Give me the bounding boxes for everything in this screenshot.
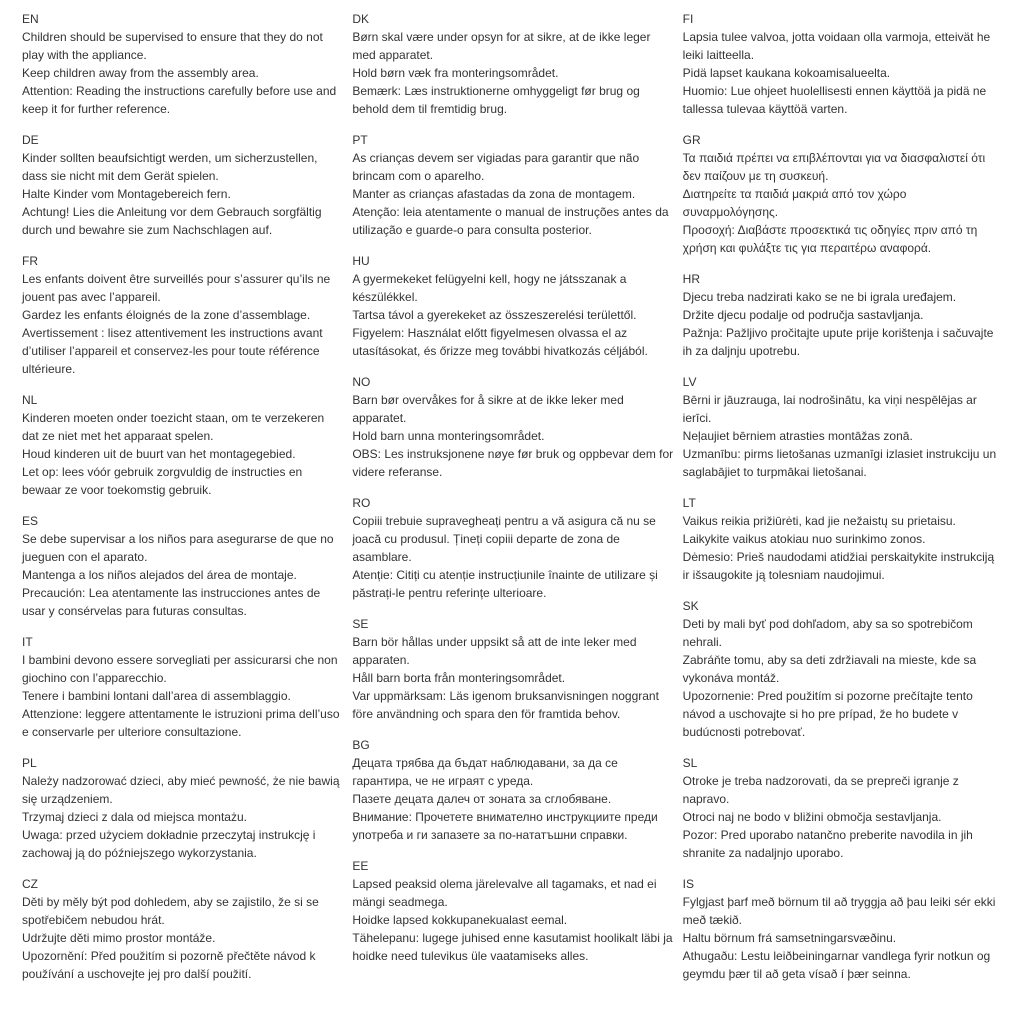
instruction-paragraph: Τα παιδιά πρέπει να επιβλέπονται για να διασφαλιστεί ότι δεν παίζουν με τη συσκευή. <box>682 151 986 183</box>
language-code-heading: DE <box>22 133 39 147</box>
language-code-heading: PT <box>352 133 368 147</box>
language-code-heading: EE <box>352 859 369 873</box>
language-code-heading: EN <box>22 12 39 26</box>
instruction-paragraph: Gardez les enfants éloignés de la zone d’assemblage. <box>22 308 311 322</box>
language-section <box>352 373 673 481</box>
language-code-heading: SE <box>352 617 369 631</box>
instruction-paragraph: Se debe supervisar a los niños para asegurarse de que no jueguen con el aparato. <box>22 532 334 564</box>
instruction-paragraph: Uzmanību: pirms lietošanas uzmanīgi izlasiet instrukciju un saglabājiet to turpmākai lietošanai. <box>682 447 997 479</box>
language-section <box>683 373 1004 481</box>
instruction-paragraph: Dėmesio: Prieš naudodami atidžiai perskaitykite instrukciją ir išsaugokite ją tolesniam naudojimui. <box>682 550 995 582</box>
language-section <box>22 875 343 983</box>
instruction-paragraph: Haltu börnum frá samsetningarsvæðinu. <box>682 931 897 945</box>
language-code-heading: FR <box>22 254 38 268</box>
language-section <box>683 494 1004 584</box>
instruction-paragraph: Copiii trebuie supravegheați pentru a vă asigura că nu se joacă cu produsul. Țineți copiii departe de zona de asamblare. <box>352 514 656 564</box>
instruction-paragraph: Pažnja: Pažljivo pročitajte upute prije korištenja i sačuvajte ih za daljnju upotrebu. <box>682 326 994 358</box>
instruction-paragraph: Otroke je treba nadzorovati, da se prepreči igranje z napravo. <box>682 774 959 806</box>
instruction-paragraph: Børn skal være under opsyn for at sikre, at de ikke leger med apparatet. <box>352 30 651 62</box>
language-section <box>22 512 343 620</box>
instruction-paragraph: Uwaga: przed użyciem dokładnie przeczytaj instrukcję i zachowaj ją do późniejszego wykorzystania. <box>22 828 316 860</box>
language-section <box>683 10 1004 118</box>
language-code-heading: IT <box>22 635 33 649</box>
column-1 <box>22 10 343 1014</box>
instruction-paragraph: Athugaðu: Lestu leiðbeiningarnar vandlega fyrir notkun og geymdu þær til að geta vísað í þær seinna. <box>682 949 991 981</box>
instruction-paragraph: Bērni ir jāuzrauga, lai nodrošinātu, ka viņi nespēlējas ar ierīci. <box>682 393 977 425</box>
language-section <box>22 252 343 378</box>
instruction-paragraph: Keep children away from the assembly area. <box>22 66 259 80</box>
language-code-heading: NL <box>22 393 38 407</box>
language-code-heading: ES <box>22 514 39 528</box>
instruction-paragraph: Należy nadzorować dzieci, aby mieć pewność, że nie bawią się urządzeniem. <box>22 774 340 806</box>
instruction-paragraph: Figyelem: Használat előtt figyelmesen olvassa el az utasításokat, és őrizze meg további hivatkozás céljából. <box>352 326 648 358</box>
language-code-heading: LT <box>682 496 696 510</box>
instruction-paragraph: Zabráňte tomu, aby sa deti zdržiavali na mieste, kde sa vykonáva montáž. <box>682 653 977 685</box>
language-section <box>683 754 1004 862</box>
instruction-paragraph: Houd kinderen uit de buurt van het montagegebied. <box>22 447 296 461</box>
instruction-paragraph: Hold barn unna monteringsområdet. <box>352 429 545 443</box>
instruction-paragraph: As crianças devem ser vigiadas para garantir que não brincam com o aparelho. <box>352 151 640 183</box>
instruction-paragraph: Внимание: Прочетете внимателно инструкциите преди употреба и ги запазете за по-нататъшни справки. <box>352 810 658 842</box>
language-code-heading: SL <box>682 756 698 770</box>
instruction-paragraph: Upozornenie: Pred použitím si pozorne prečítajte tento návod a uschovajte si ho pre prípad, že ho budete v budúcnosti potrebovať. <box>682 689 973 739</box>
language-section <box>683 270 1004 360</box>
instruction-paragraph: Let op: lees vóór gebruik zorgvuldig de instructies en bewaar ze voor toekomstig gebruik. <box>22 465 303 497</box>
instruction-paragraph: Pozor: Pred uporabo natančno preberite navodila in jih shranite za nadaljnjo uporabo. <box>682 828 973 860</box>
instruction-paragraph: Avertissement : lisez attentivement les instructions avant d’utiliser l’appareil et conservez-les pour toute référence ultérieure. <box>22 326 323 376</box>
language-section <box>22 10 343 118</box>
instruction-paragraph: Les enfants doivent être surveillés pour s’assurer qu’ils ne jouent pas avec l’appareil. <box>22 272 331 304</box>
instruction-paragraph: Пазете децата далеч от зоната за сглобяване. <box>352 792 612 806</box>
instruction-paragraph: Deti by mali byť pod dohľadom, aby sa so spotrebičom nehrali. <box>682 617 973 649</box>
language-code-heading: SK <box>682 599 699 613</box>
language-code-heading: CZ <box>22 877 38 891</box>
instruction-paragraph: Mantenga a los niños alejados del área de montaje. <box>22 568 297 582</box>
instruction-paragraph: Vaikus reikia prižiūrėti, kad jie nežaistų su prietaisu. <box>682 514 956 528</box>
instruction-paragraph: Děti by měly být pod dohledem, aby se zajistilo, že si se spotřebičem nebudou hrát. <box>22 895 319 927</box>
instruction-paragraph: Kinderen moeten onder toezicht staan, om te verzekeren dat ze niet met het apparaat spelen. <box>22 411 325 443</box>
language-code-heading: DK <box>352 12 369 26</box>
language-section <box>22 633 343 741</box>
instruction-paragraph: Upozornění: Před použitím si pozorně přečtěte návod k používání a uschovejte jej pro další použití. <box>22 949 316 981</box>
column-2 <box>352 10 673 1014</box>
language-code-heading: NO <box>352 375 371 389</box>
language-section <box>683 875 1004 983</box>
language-code-heading: GR <box>682 133 701 147</box>
instruction-paragraph: Djecu treba nadzirati kako se ne bi igrala uređajem. <box>682 290 957 304</box>
instruction-paragraph: Neļaujiet bērniem atrasties montāžas zonā. <box>682 429 913 443</box>
instruction-paragraph: Atenção: leia atentamente o manual de instruções antes da utilização e guarde-o para consulta posterior. <box>352 205 669 237</box>
instruction-paragraph: Attenzione: leggere attentamente le istruzioni prima dell’uso e conservarle per ulteriore consultazione. <box>22 707 340 739</box>
instruction-paragraph: Προσοχή: Διαβάστε προσεκτικά τις οδηγίες πριν από τη χρήση και φυλάξτε τις για περαιτέρω αναφορά. <box>682 223 978 255</box>
language-section <box>352 736 673 844</box>
instruction-paragraph: Halte Kinder vom Montagebereich fern. <box>22 187 231 201</box>
instruction-paragraph: Kinder sollten beaufsichtigt werden, um sicherzustellen, dass sie nicht mit dem Gerät spielen. <box>22 151 318 183</box>
language-section <box>683 597 1004 741</box>
language-section <box>352 131 673 239</box>
instruction-paragraph: Udržujte děti mimo prostor montáže. <box>22 931 216 945</box>
instruction-paragraph: OBS: Les instruksjonene nøye før bruk og oppbevar dem for videre referanse. <box>352 447 674 479</box>
language-section <box>352 857 673 965</box>
instruction-paragraph: Otroci naj ne bodo v bližini območja sestavljanja. <box>682 810 942 824</box>
instruction-paragraph: Håll barn borta från monteringsområdet. <box>352 671 566 685</box>
language-code-heading: RO <box>352 496 371 510</box>
instruction-paragraph: Hold børn væk fra monteringsområdet. <box>352 66 559 80</box>
instruction-paragraph: Children should be supervised to ensure that they do not play with the appliance. <box>22 30 323 62</box>
instruction-paragraph: Achtung! Lies die Anleitung vor dem Gebrauch sorgfältig durch und bewahre sie zum Nachschlagen auf. <box>22 205 322 237</box>
instruction-paragraph: Tenere i bambini lontani dall’area di assemblaggio. <box>22 689 291 703</box>
instruction-paragraph: Manter as crianças afastadas da zona de montagem. <box>352 187 636 201</box>
language-section <box>22 754 343 862</box>
language-code-heading: PL <box>22 756 37 770</box>
instruction-paragraph: Bemærk: Læs instruktionerne omhyggeligt før brug og behold dem til fremtidig brug. <box>352 84 640 116</box>
instruction-paragraph: Pidä lapset kaukana kokoamisalueelta. <box>682 66 891 80</box>
language-section <box>683 131 1004 257</box>
column-3 <box>683 10 1004 1014</box>
language-section <box>352 494 673 602</box>
language-code-heading: IS <box>682 877 694 891</box>
language-code-heading: LV <box>682 375 697 389</box>
instruction-paragraph: Децата трябва да бъдат наблюдавани, за да се гарантира, че не играят с уреда. <box>352 756 618 788</box>
instruction-paragraph: Precaución: Lea atentamente las instrucciones antes de usar y consérvelas para futuras consultas. <box>22 586 321 618</box>
instruction-paragraph: Lapsia tulee valvoa, jotta voidaan olla varmoja, etteivät he leiki laitteella. <box>682 30 991 62</box>
instruction-paragraph: Hoidke lapsed kokkupanekualast eemal. <box>352 913 568 927</box>
language-code-heading: HR <box>682 272 700 286</box>
instruction-paragraph: Barn bør overvåkes for å sikre at de ikke leker med apparatet. <box>352 393 624 425</box>
language-section <box>352 615 673 723</box>
language-section <box>352 10 673 118</box>
instruction-paragraph: Tartsa távol a gyerekeket az összeszerelési területtől. <box>352 308 637 322</box>
instruction-paragraph: Atenție: Citiți cu atenție instrucțiunile înainte de utilizare și păstrați-le pentru referințe ulterioare. <box>352 568 658 600</box>
instruction-paragraph: Attention: Reading the instructions carefully before use and keep it for further reference. <box>22 84 337 116</box>
instruction-paragraph: Držite djecu podalje od područja sastavljanja. <box>682 308 924 322</box>
language-code-heading: BG <box>352 738 370 752</box>
instruction-paragraph: Trzymaj dzieci z dala od miejsca montażu. <box>22 810 247 824</box>
instruction-paragraph: A gyermekeket felügyelni kell, hogy ne játsszanak a készülékkel. <box>352 272 627 304</box>
language-code-heading: FI <box>682 12 694 26</box>
instruction-paragraph: Laikykite vaikus atokiau nuo surinkimo zonos. <box>682 532 926 546</box>
language-code-heading: HU <box>352 254 370 268</box>
instruction-paragraph: Lapsed peaksid olema järelevalve all tagamaks, et nad ei mängi seadmega. <box>352 877 657 909</box>
instruction-paragraph: Barn bör hållas under uppsikt så att de inte leker med apparaten. <box>352 635 637 667</box>
instruction-paragraph: Διατηρείτε τα παιδιά μακριά από τον χώρο συναρμολόγησης. <box>682 187 907 219</box>
language-section <box>352 252 673 360</box>
instruction-paragraph: Huomio: Lue ohjeet huolellisesti ennen käyttöä ja pidä ne tallessa tulevaa käyttöä varten. <box>682 84 987 116</box>
instruction-paragraph: Fylgjast þarf með börnum til að tryggja að þau leiki sér ekki með tækið. <box>682 895 996 927</box>
instruction-paragraph: Tähelepanu: lugege juhised enne kasutamist hoolikalt läbi ja hoidke need tulevikus üle vaatamiseks alles. <box>352 931 673 963</box>
language-section <box>22 131 343 239</box>
language-section <box>22 391 343 499</box>
instruction-paragraph: Var uppmärksam: Läs igenom bruksanvisningen noggrant före användning och spara den för framtida behov. <box>352 689 659 721</box>
instruction-paragraph: I bambini devono essere sorvegliati per assicurarsi che non giochino con l’apparecchio. <box>22 653 338 685</box>
